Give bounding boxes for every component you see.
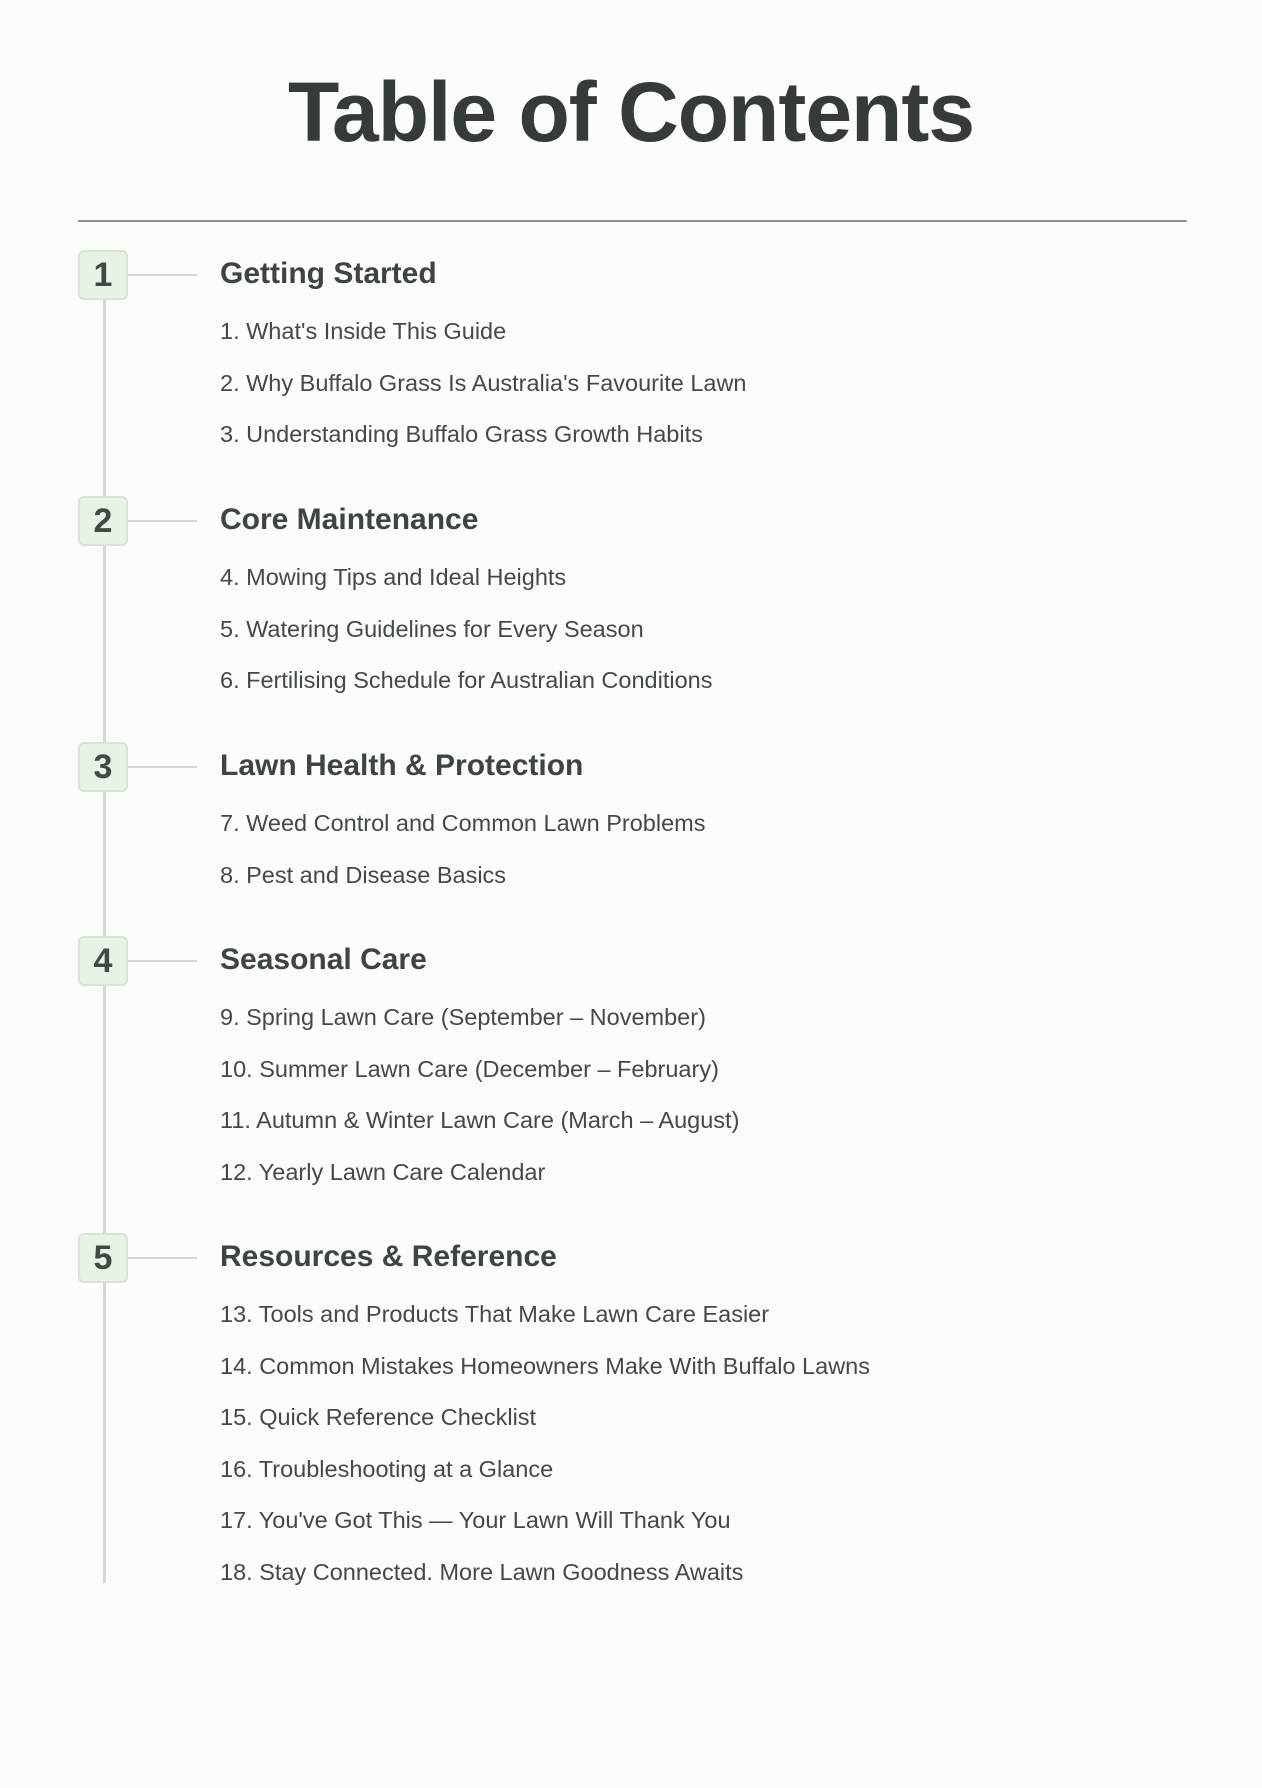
section-heading[interactable]: Lawn Health & Protection: [220, 749, 584, 782]
toc-entry[interactable]: 17. You've Got This — Your Lawn Will Thank You: [220, 1507, 731, 1533]
toc-entry[interactable]: 14. Common Mistakes Homeowners Make With Buffalo Lawns: [220, 1352, 870, 1379]
toc-entry[interactable]: 11. Autumn & Winter Lawn Care (March – August): [220, 1107, 740, 1133]
section-number-badge: 3: [78, 742, 128, 792]
toc-entry[interactable]: 12. Yearly Lawn Care Calendar: [220, 1158, 546, 1185]
toc-entry[interactable]: 6. Fertilising Schedule for Australian Conditions: [220, 667, 713, 693]
toc-entry[interactable]: 16. Troubleshooting at a Glance: [220, 1455, 554, 1482]
section-heading[interactable]: Seasonal Care: [220, 943, 427, 976]
toc-entry[interactable]: 9. Spring Lawn Care (September – November): [220, 1004, 706, 1030]
section-number-badge: 5: [78, 1233, 128, 1283]
section-connector: [128, 766, 197, 768]
section-heading[interactable]: Getting Started: [220, 257, 437, 290]
toc-entry[interactable]: 1. What's Inside This Guide: [220, 318, 507, 344]
section-connector: [128, 1257, 197, 1259]
section-item-list: [220, 992, 739, 1198]
section-item-list: [220, 552, 712, 707]
toc-entry[interactable]: 8. Pest and Disease Basics: [220, 861, 507, 888]
section-heading[interactable]: Resources & Reference: [220, 1240, 557, 1273]
section-number-badge: 1: [78, 250, 128, 300]
toc-entry[interactable]: 5. Watering Guidelines for Every Season: [220, 615, 644, 642]
toc-entry[interactable]: 18. Stay Connected. More Lawn Goodness Awaits: [220, 1558, 744, 1585]
section-item-list: [220, 306, 747, 461]
toc-entry[interactable]: 4. Mowing Tips and Ideal Heights: [220, 564, 567, 590]
toc-entry[interactable]: 15. Quick Reference Checklist: [220, 1404, 537, 1430]
toc-entry[interactable]: 7. Weed Control and Common Lawn Problems: [220, 810, 706, 836]
toc-entry[interactable]: 13. Tools and Products That Make Lawn Care Easier: [220, 1301, 770, 1327]
section-number-badge: 4: [78, 936, 128, 986]
section-item-list: [220, 798, 705, 901]
page-title: Table of Contents: [287, 65, 975, 159]
toc-entry[interactable]: 2. Why Buffalo Grass Is Australia's Favourite Lawn: [220, 369, 747, 396]
section-heading[interactable]: Core Maintenance: [220, 503, 479, 536]
section-connector: [128, 274, 197, 276]
section-connector: [128, 960, 197, 962]
title-divider: [78, 220, 1187, 222]
timeline-line: [103, 275, 106, 1583]
toc-entry[interactable]: 10. Summer Lawn Care (December – February): [220, 1055, 719, 1082]
toc-entry[interactable]: 3. Understanding Buffalo Grass Growth Habits: [220, 421, 703, 447]
section-number-badge: 2: [78, 496, 128, 546]
section-connector: [128, 520, 197, 522]
section-item-list: [220, 1289, 870, 1598]
